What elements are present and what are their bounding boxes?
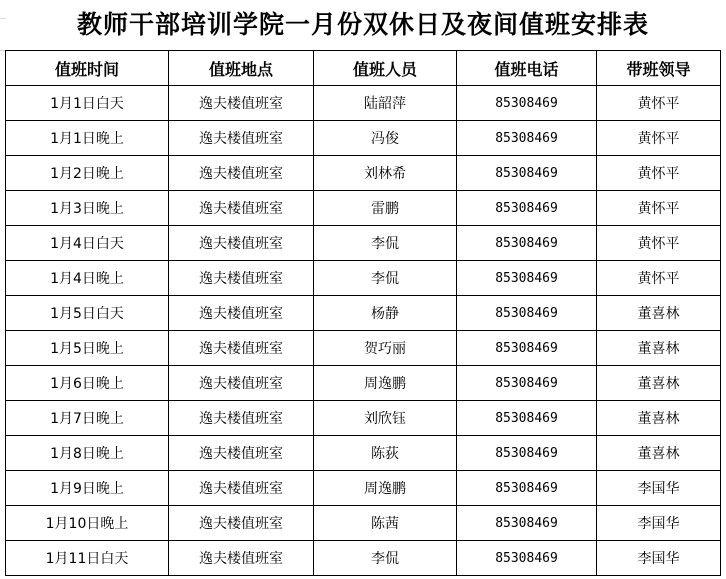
cell-phone: 85308469 (457, 436, 597, 471)
cell-time: 1月5日晚上 (6, 331, 169, 366)
cell-leader: 李国华 (597, 506, 721, 541)
column-header-staff: 值班人员 (314, 51, 457, 86)
cell-location: 逸夫楼值班室 (169, 261, 314, 296)
table-row (6, 121, 721, 156)
cell-time: 1月4日白天 (6, 226, 169, 261)
cell-staff: 李侃 (314, 541, 457, 576)
cell-leader: 黄怀平 (597, 156, 721, 191)
sheet-gridline (0, 18, 6, 19)
cell-phone: 85308469 (457, 471, 597, 506)
table-row (6, 331, 721, 366)
cell-leader: 董喜林 (597, 401, 721, 436)
cell-location: 逸夫楼值班室 (169, 226, 314, 261)
column-header-phone: 值班电话 (457, 51, 597, 86)
cell-phone: 85308469 (457, 541, 597, 576)
cell-time: 1月11日白天 (6, 541, 169, 576)
cell-location: 逸夫楼值班室 (169, 366, 314, 401)
cell-leader: 董喜林 (597, 296, 721, 331)
table-row (6, 541, 721, 576)
cell-staff: 刘欣钰 (314, 401, 457, 436)
cell-leader: 李国华 (597, 471, 721, 506)
cell-time: 1月2日晚上 (6, 156, 169, 191)
cell-phone: 85308469 (457, 226, 597, 261)
cell-leader: 黄怀平 (597, 86, 721, 121)
cell-time: 1月7日晚上 (6, 401, 169, 436)
table-row (6, 191, 721, 226)
cell-leader: 董喜林 (597, 366, 721, 401)
cell-staff: 冯俊 (314, 121, 457, 156)
cell-time: 1月1日白天 (6, 86, 169, 121)
cell-staff: 刘林希 (314, 156, 457, 191)
table-row (6, 226, 721, 261)
cell-staff: 雷鹏 (314, 191, 457, 226)
table-row (6, 366, 721, 401)
cell-location: 逸夫楼值班室 (169, 541, 314, 576)
cell-location: 逸夫楼值班室 (169, 331, 314, 366)
cell-time: 1月6日晚上 (6, 366, 169, 401)
table-row (6, 296, 721, 331)
cell-location: 逸夫楼值班室 (169, 86, 314, 121)
cell-time: 1月1日晚上 (6, 121, 169, 156)
cell-leader: 黄怀平 (597, 121, 721, 156)
header-row (6, 51, 721, 86)
cell-phone: 85308469 (457, 261, 597, 296)
cell-staff: 陆韶萍 (314, 86, 457, 121)
cell-staff: 李侃 (314, 261, 457, 296)
cell-phone: 85308469 (457, 401, 597, 436)
cell-phone: 85308469 (457, 331, 597, 366)
cell-time: 1月4日晚上 (6, 261, 169, 296)
cell-staff: 周逸鹏 (314, 471, 457, 506)
column-header-leader: 带班领导 (597, 51, 721, 86)
cell-location: 逸夫楼值班室 (169, 296, 314, 331)
cell-leader: 董喜林 (597, 331, 721, 366)
cell-staff: 陈荻 (314, 436, 457, 471)
cell-staff: 陈茜 (314, 506, 457, 541)
cell-leader: 李国华 (597, 541, 721, 576)
cell-leader: 黄怀平 (597, 261, 721, 296)
cell-leader: 董喜林 (597, 436, 721, 471)
cell-phone: 85308469 (457, 506, 597, 541)
cell-location: 逸夫楼值班室 (169, 401, 314, 436)
cell-phone: 85308469 (457, 121, 597, 156)
cell-phone: 85308469 (457, 296, 597, 331)
cell-time: 1月5日白天 (6, 296, 169, 331)
cell-location: 逸夫楼值班室 (169, 506, 314, 541)
cell-phone: 85308469 (457, 191, 597, 226)
cell-time: 1月9日晚上 (6, 471, 169, 506)
column-header-time: 值班时间 (6, 51, 169, 86)
cell-staff: 周逸鹏 (314, 366, 457, 401)
cell-phone: 85308469 (457, 366, 597, 401)
table-row (6, 471, 721, 506)
duty-schedule-table (5, 50, 721, 576)
table-row (6, 401, 721, 436)
table-row (6, 261, 721, 296)
cell-time: 1月3日晚上 (6, 191, 169, 226)
table-row (6, 156, 721, 191)
table-row (6, 506, 721, 541)
cell-leader: 黄怀平 (597, 191, 721, 226)
cell-location: 逸夫楼值班室 (169, 191, 314, 226)
table-row (6, 436, 721, 471)
cell-staff: 贺巧丽 (314, 331, 457, 366)
cell-phone: 85308469 (457, 86, 597, 121)
table-row (6, 86, 721, 121)
cell-location: 逸夫楼值班室 (169, 156, 314, 191)
cell-location: 逸夫楼值班室 (169, 121, 314, 156)
cell-staff: 李侃 (314, 226, 457, 261)
cell-location: 逸夫楼值班室 (169, 471, 314, 506)
cell-staff: 杨静 (314, 296, 457, 331)
cell-location: 逸夫楼值班室 (169, 436, 314, 471)
cell-time: 1月8日晚上 (6, 436, 169, 471)
column-header-location: 值班地点 (169, 51, 314, 86)
cell-phone: 85308469 (457, 156, 597, 191)
page-title: 教师干部培训学院一月份双休日及夜间值班安排表 (76, 10, 649, 39)
cell-leader: 黄怀平 (597, 226, 721, 261)
cell-time: 1月10日晚上 (6, 506, 169, 541)
